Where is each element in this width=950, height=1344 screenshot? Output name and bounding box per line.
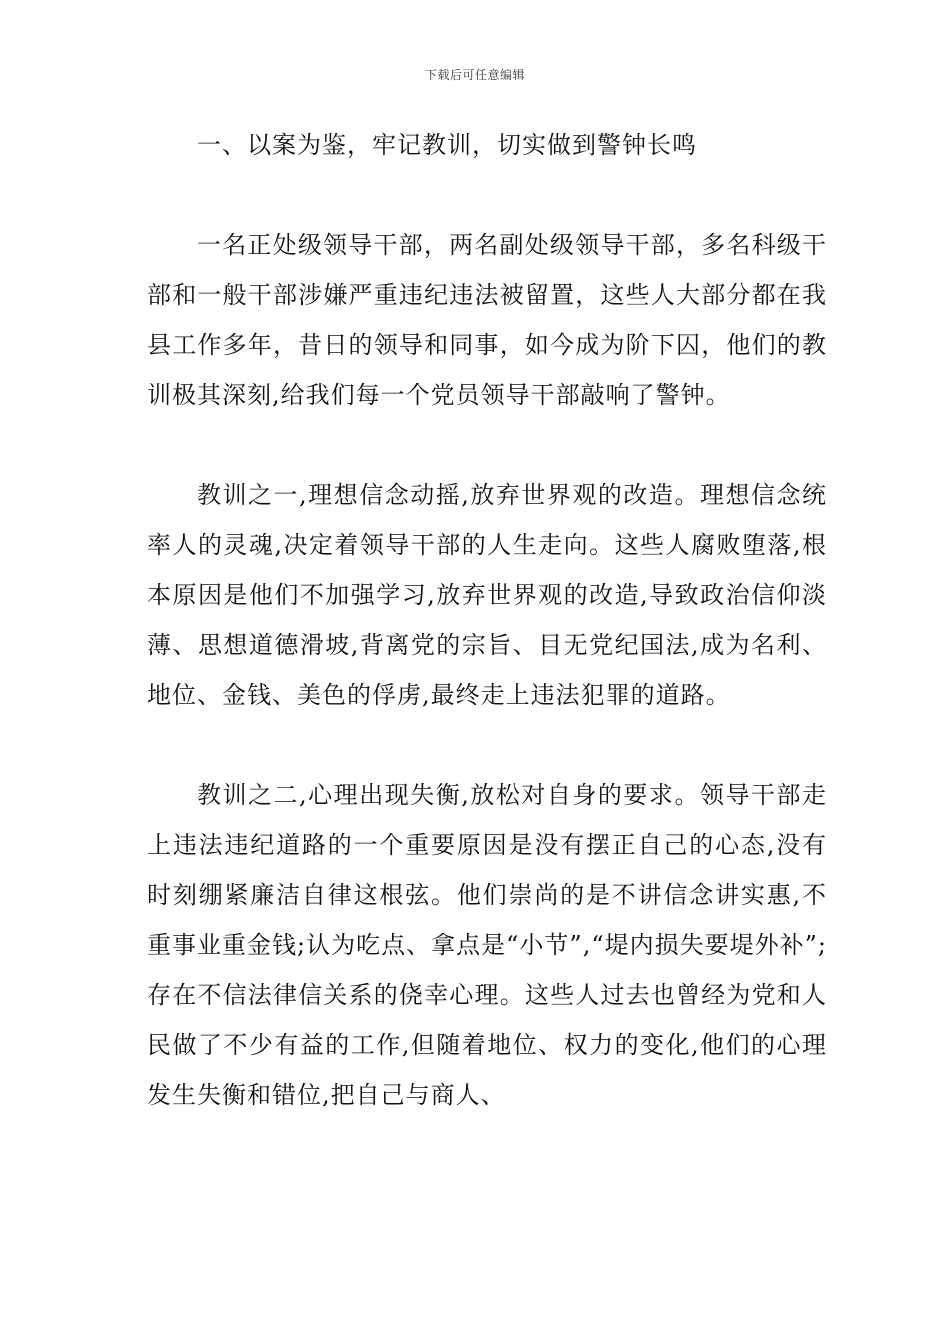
- section-heading: 一、以案为鉴，牢记教训，切实做到警钟长鸣: [197, 131, 697, 159]
- paragraph: 一名正处级领导干部，两名副处级领导干部，多名科级干部和一般干部涉嫌严重违纪违法被留置，这些人大部分都在我县工作多年，昔日的领导和同事，如今成为阶下囚，他们的教训极其深刻,给我们每一个党员领导干部敲响了警钟。: [147, 231, 827, 409]
- document-body: [147, 120, 827, 1170]
- paragraph: 教训之二,心理出现失衡,放松对自身的要求。领导干部走上违法违纪道路的一个重要原因是没有摆正自己的心态,没有时刻绷紧廉洁自律这根弦。他们崇尚的是不讲信念讲实惠,不重事业重金钱;认为吃点、拿点是“小节”,“堤内损失要堤外补”;存在不信法律信关系的侥幸心理。这些人过去也曾经为党和人民做了不少有益的工作,但随着地位、权力的变化,他们的心理发生失衡和错位,把自己与商人、: [147, 781, 827, 1109]
- paragraph: 教训之一,理想信念动摇,放弃世界观的改造。理想信念统率人的灵魂,决定着领导干部的人生走向。这些人腐败堕落,根本原因是他们不加强学习,放弃世界观的改造,导致政治信仰淡薄、思想道德滑坡,背离党的宗旨、目无党纪国法,成为名利、地位、金钱、美色的俘虏,最终走上违法犯罪的道路。: [147, 481, 827, 709]
- header-note: 下载后可任意编辑: [424, 68, 525, 82]
